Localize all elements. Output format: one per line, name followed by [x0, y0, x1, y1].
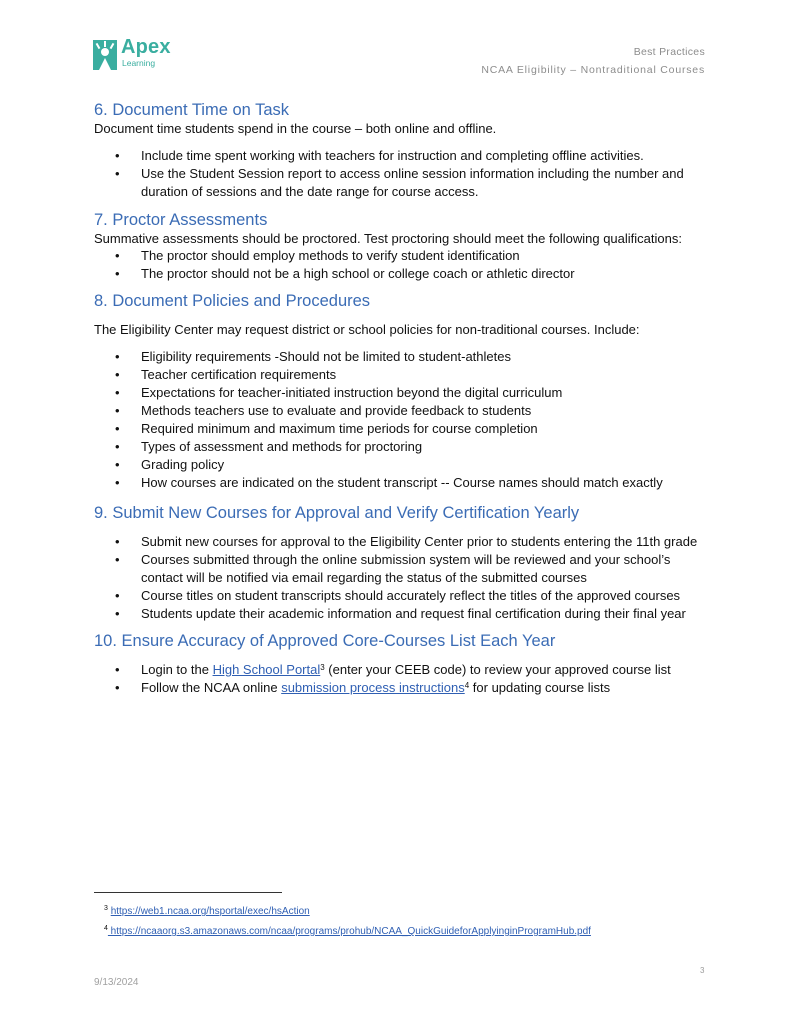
list-item: • The proctor should employ methods to verify student identification [115, 248, 520, 263]
section-10-heading: 10. Ensure Accuracy of Approved Core-Courses List Each Year [94, 632, 556, 650]
list-item: • How courses are indicated on the student transcript -- Course names should match exactly [115, 475, 663, 490]
footer-date: 9/13/2024 [94, 977, 139, 988]
section-7-heading: 7. Proctor Assessments [94, 211, 268, 229]
bullet-icon: • [115, 588, 120, 603]
section-6-intro: Document time students spend in the course – both online and offline. [94, 121, 497, 136]
list-item: • Use the Student Session report to access online session information including the number and duration of sessions and the date range for course access. [115, 166, 684, 199]
bullet-icon: • [115, 606, 120, 621]
list-item: • Types of assessment and methods for proctoring [115, 439, 423, 454]
footnote-ref: 3 [320, 663, 325, 672]
bullet-icon: • [115, 349, 120, 364]
section-9-list [94, 533, 704, 623]
bullet-icon: • [115, 439, 120, 454]
footnote-3: $^3$ https://web1.ncaa.org/hsportal/exec/hsAction [104, 905, 310, 917]
bullet-icon: • [115, 403, 120, 418]
list-item: • Course titles on student transcripts should accurately reflect the titles of the approved courses [115, 588, 681, 603]
list-item: • Required minimum and maximum time periods for course completion [115, 421, 538, 436]
list-item: • Students update their academic information and request final certification during their final year [115, 606, 686, 621]
bullet-icon: • [115, 166, 120, 181]
document-header [481, 46, 705, 76]
doc-type: Best Practices [633, 46, 705, 58]
section-8-heading: 8. Document Policies and Procedures [94, 292, 371, 310]
list-item: • Teacher certification requirements [115, 367, 337, 382]
page-number: 3 [700, 966, 705, 975]
list-item: • The proctor should not be a high school or college coach or athletic director [115, 266, 575, 281]
bullet-icon: • [115, 421, 120, 436]
bullet-icon: • [115, 534, 120, 549]
apex-learning-logo [93, 38, 173, 72]
bullet-icon: • [115, 475, 120, 490]
list-item: • Follow the NCAA online submission process instructions$^4$ for updating course lists [115, 680, 611, 695]
list-item: • Eligibility requirements -Should not be limited to student-athletes [115, 349, 511, 364]
bullet-icon: • [115, 662, 120, 677]
doc-title: NCAA Eligibility – Nontraditional Courses [481, 64, 705, 76]
bullet-icon: • [115, 148, 120, 163]
footnote-ref: 4 [464, 681, 470, 690]
list-item: • Submit new courses for approval to the Eligibility Center prior to students entering the 11th grade [115, 534, 698, 549]
list-item: • Login to the High School Portal$^3$ (enter your CEEB code) to review your approved course list [115, 662, 671, 677]
list-item: • Methods teachers use to evaluate and provide feedback to students [115, 403, 532, 418]
section-6-list [94, 147, 704, 201]
bullet-icon: • [115, 385, 120, 400]
high-school-portal-link[interactable]: High School Portal [212, 662, 321, 677]
logo-wordmark: Apex [121, 36, 171, 58]
list-item: • Grading policy [115, 457, 225, 472]
section-8-list [94, 348, 704, 492]
section-9-heading: 9. Submit New Courses for Approval and Verify Certification Yearly [94, 504, 580, 522]
footnote-divider [94, 892, 282, 893]
section-6-heading: 6. Document Time on Task [94, 101, 290, 119]
document-body [94, 100, 704, 697]
list-item: • Expectations for teacher-initiated instruction beyond the digital curriculum [115, 385, 563, 400]
bullet-icon: • [115, 680, 120, 695]
list-item: • Courses submitted through the online submission system will be reviewed and your school’s contact will be notified via email regarding the status of the submitted courses [115, 552, 671, 585]
bullet-icon: • [115, 457, 120, 472]
apex-logo-icon [93, 40, 117, 70]
logo-subtitle: Learning [122, 58, 156, 68]
footnote-4: $^4$ https://ncaaorg.s3.amazonaws.com/ncaa/programs/prohub/NCAA_QuickGuideforApplyinginProgramHub.pdf [104, 925, 591, 937]
bullet-icon: • [115, 248, 120, 263]
bullet-icon: • [115, 266, 120, 281]
section-7-intro: Summative assessments should be proctored. Test proctoring should meet the following qualifications: [94, 231, 682, 246]
bullet-icon: • [115, 367, 120, 382]
section-8-intro: The Eligibility Center may request district or school policies for non-traditional courses. Include: [94, 322, 640, 337]
section-7-list [94, 247, 704, 283]
submission-instructions-link[interactable]: submission process instructions [281, 680, 465, 695]
footnote-4-link[interactable]: https://ncaaorg.s3.amazonaws.com/ncaa/programs/prohub/NCAA_QuickGuideforApplyinginProgramHub.pdf [107, 926, 591, 937]
footnote-3-link[interactable]: https://web1.ncaa.org/hsportal/exec/hsAction [110, 906, 310, 917]
list-item: • Include time spent working with teachers for instruction and completing offline activities. [115, 148, 644, 163]
bullet-icon: • [115, 552, 120, 567]
section-10-list [94, 661, 704, 697]
